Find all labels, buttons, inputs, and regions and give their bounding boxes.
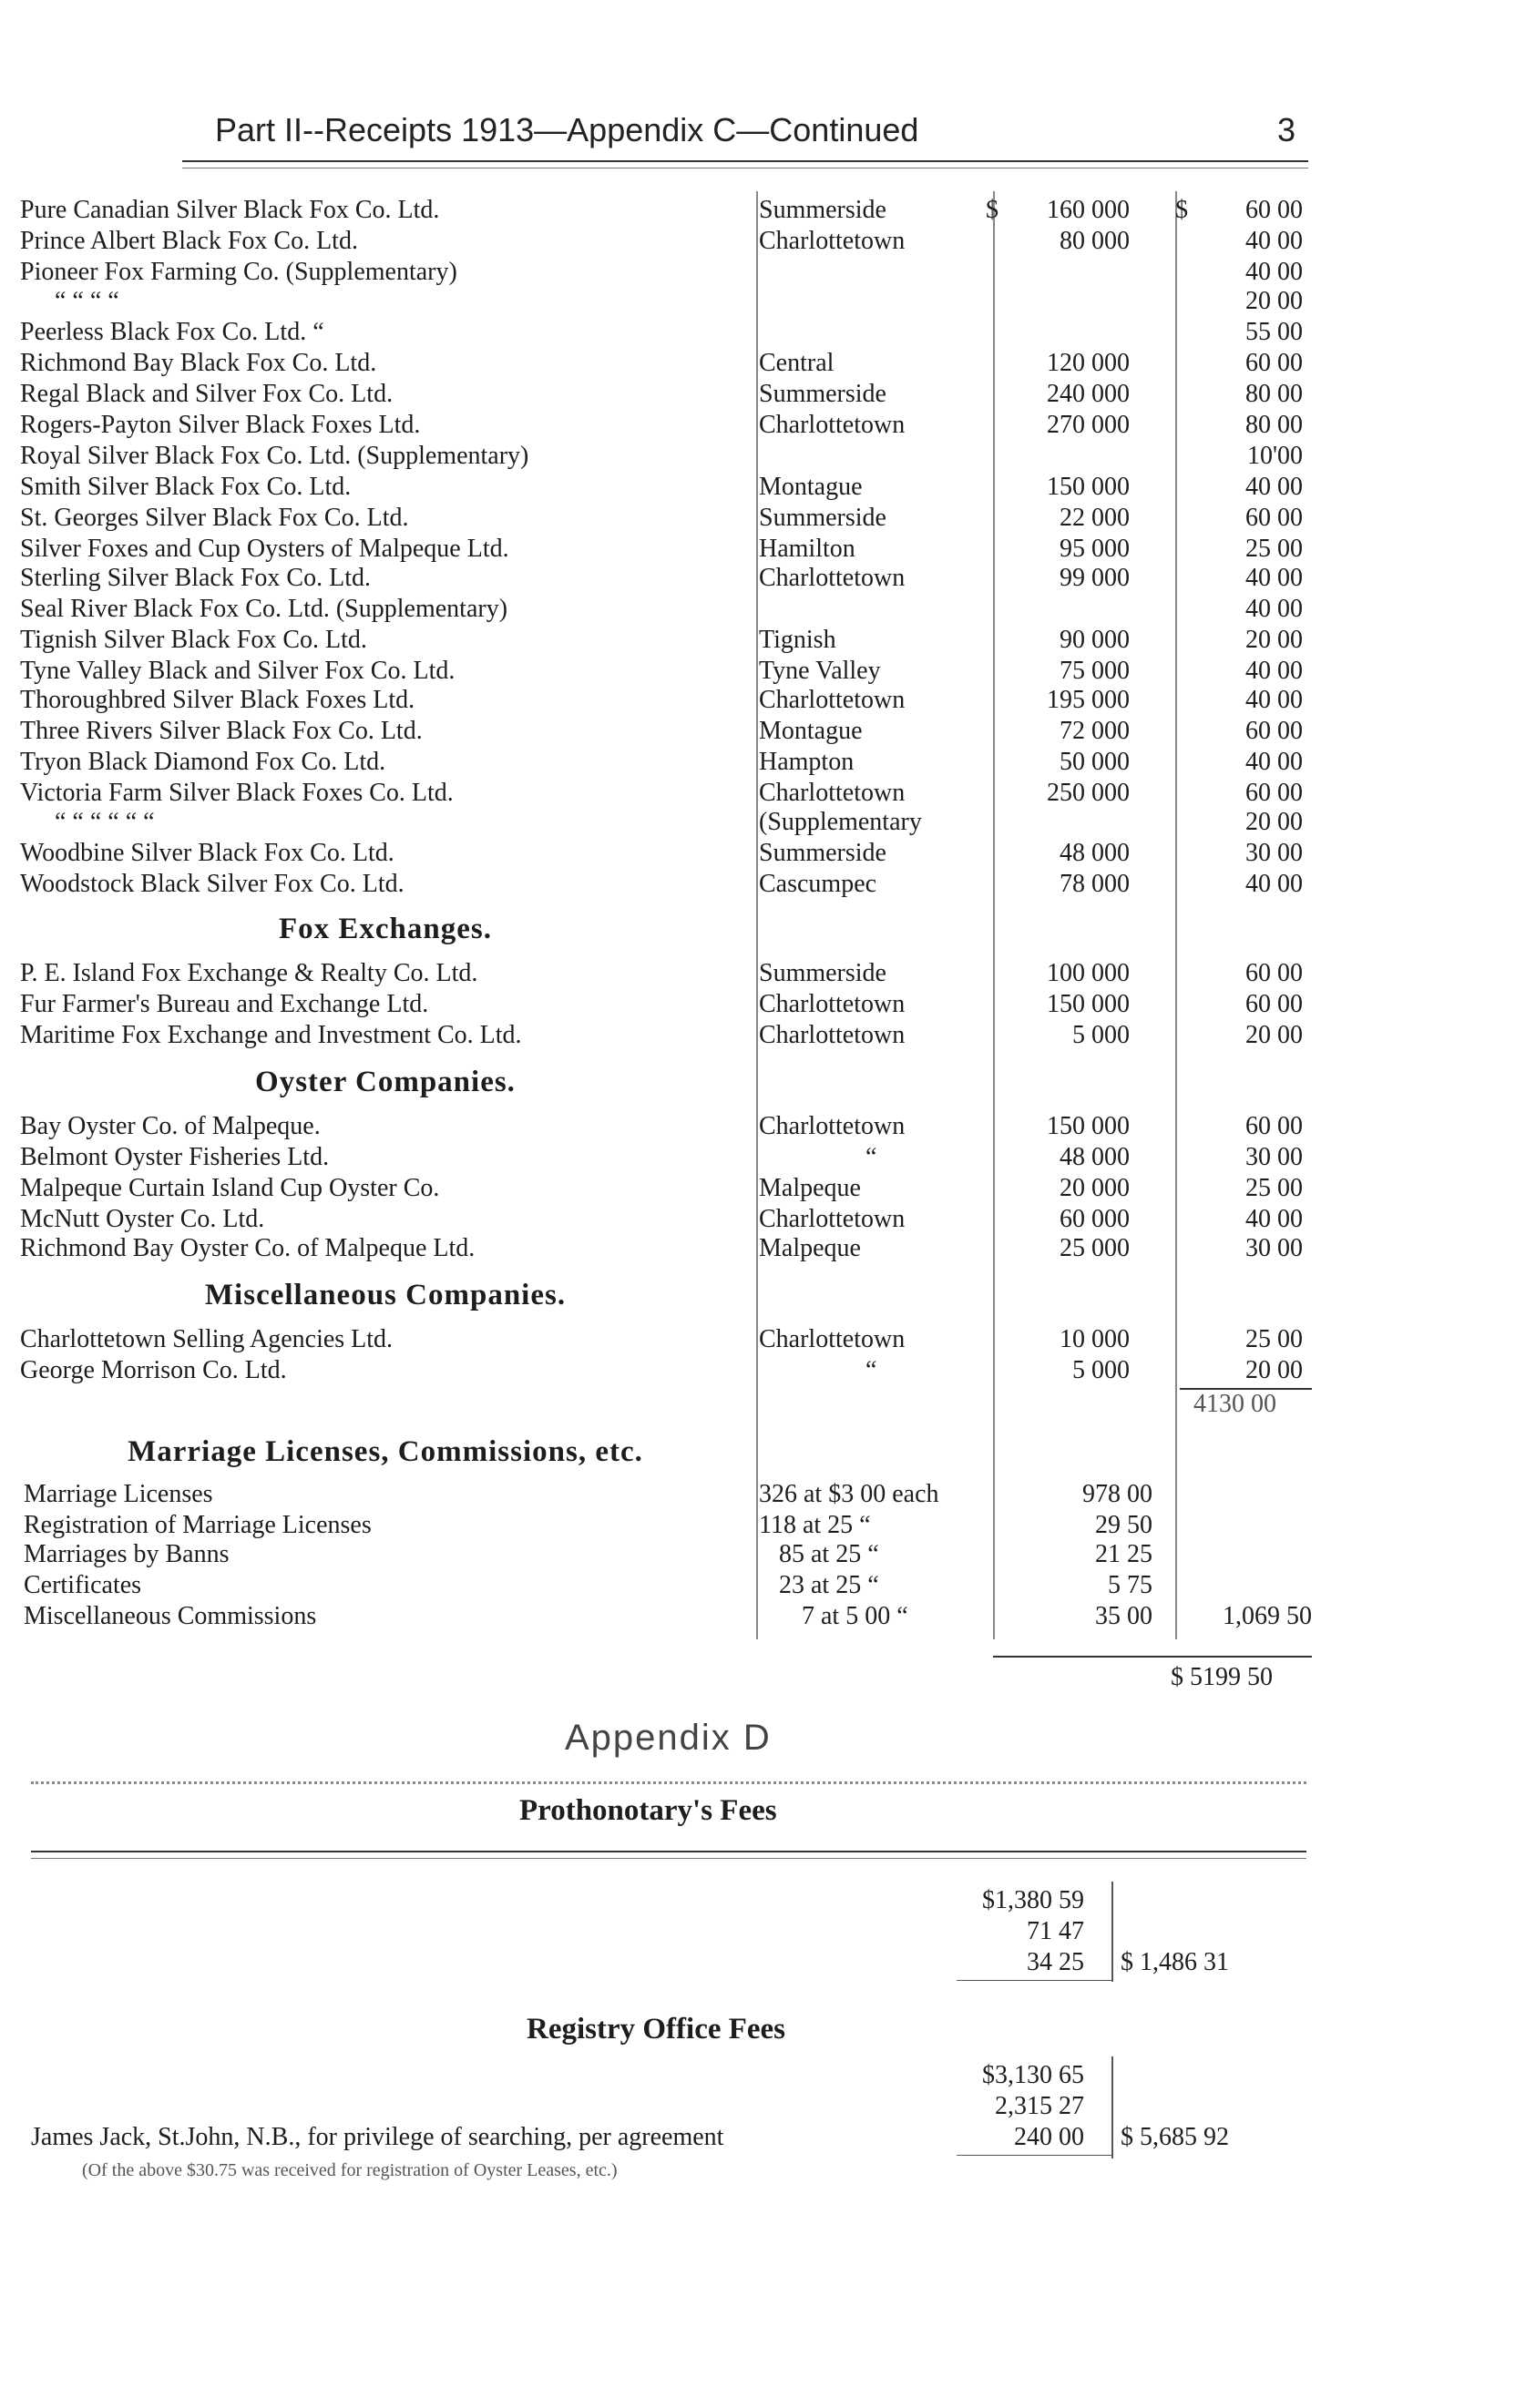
marriage-row: Miscellaneous Commissions 7 at 5 00 “ 35 00 1,069 50 — [24, 1602, 1312, 1630]
marriage-row: Registration of Marriage Licenses 118 at 25 “ 29 50 — [24, 1511, 1152, 1539]
registry-row: $3,130 65 — [982, 2061, 1084, 2089]
company-row: Royal Silver Black Fox Co. Ltd. (Supplementary) 10'00 — [20, 442, 1303, 470]
registry-row: James Jack, St.John, N.B., for privilege of searching, per agreement 240 00 $ 5,685 92 — [31, 2123, 1229, 2151]
prothonotary-total-rule — [1111, 1882, 1113, 1982]
marriage-row: Marriage Licenses 326 at $3 00 each 978 00 — [24, 1480, 1152, 1508]
prothonotary-rule-thin — [31, 1858, 1306, 1859]
dotted-divider — [31, 1781, 1306, 1784]
company-row: Pure Canadian Silver Black Fox Co. Ltd. Summerside $ 160 000 $ 60 00 — [20, 196, 1303, 224]
company-row: Tignish Silver Black Fox Co. Ltd. Tignish 90 000 20 00 — [20, 626, 1303, 654]
company-row: Rogers-Payton Silver Black Foxes Ltd. Charlottetown 270 000 80 00 — [20, 411, 1303, 439]
company-row: Prince Albert Black Fox Co. Ltd. Charlottetown 80 000 40 00 — [20, 227, 1303, 255]
company-row: Woodstock Black Silver Fox Co. Ltd. Cascumpec 78 000 40 00 — [20, 870, 1303, 898]
company-row: Smith Silver Black Fox Co. Ltd. Montague 150 000 40 00 — [20, 473, 1303, 501]
company-row: St. Georges Silver Black Fox Co. Ltd. Summerside 22 000 60 00 — [20, 504, 1303, 532]
prothonotary-rule — [31, 1851, 1306, 1852]
registry-heading: Registry Office Fees — [527, 2013, 786, 2046]
oyster-company-row: McNutt Oyster Co. Ltd. Charlottetown 60 000 40 00 — [20, 1205, 1303, 1233]
company-row: Sterling Silver Black Fox Co. Ltd. Charlottetown 99 000 40 00 — [20, 564, 1303, 592]
company-row: Three Rivers Silver Black Fox Co. Ltd. Montague 72 000 60 00 — [20, 717, 1303, 745]
registry-sum-rule — [957, 2155, 1111, 2156]
appendix-d-title: Appendix D — [565, 1718, 772, 1758]
company-row: Seal River Black Fox Co. Ltd. (Supplementary) 40 00 — [20, 595, 1303, 623]
fox-exchange-row: Fur Farmer's Bureau and Exchange Ltd. Charlottetown 150 000 60 00 — [20, 990, 1303, 1018]
oyster-companies-heading: Oyster Companies. — [255, 1066, 516, 1098]
misc-company-row: Charlottetown Selling Agencies Ltd. Charlottetown 10 000 25 00 — [20, 1325, 1303, 1353]
fox-exchange-row: Maritime Fox Exchange and Investment Co. Ltd. Charlottetown 5 000 20 00 — [20, 1021, 1303, 1049]
company-row: Pioneer Fox Farming Co. (Supplementary) 40 00 — [20, 258, 1303, 286]
prothonotary-row: 71 47 — [1027, 1917, 1084, 1945]
company-row: Tryon Black Diamond Fox Co. Ltd. Hampton 50 000 40 00 — [20, 748, 1303, 776]
registry-total-rule — [1111, 2056, 1113, 2158]
oyster-company-row: Bay Oyster Co. of Malpeque. Charlottetown 150 000 60 00 — [20, 1112, 1303, 1140]
misc-companies-heading: Miscellaneous Companies. — [204, 1279, 567, 1311]
misc-company-row: George Morrison Co. Ltd. “ 5 000 20 00 — [20, 1356, 1303, 1384]
company-row: Peerless Black Fox Co. Ltd. “ 55 00 — [20, 318, 1303, 346]
company-row: Regal Black and Silver Fox Co. Ltd. Summerside 240 000 80 00 — [20, 380, 1303, 408]
fox-exchange-row: P. E. Island Fox Exchange & Realty Co. Ltd. Summerside 100 000 60 00 — [20, 959, 1303, 987]
company-row: Thoroughbred Silver Black Foxes Ltd. Charlottetown 195 000 40 00 — [20, 686, 1303, 714]
prothonotary-row: $1,380 59 — [982, 1886, 1084, 1914]
company-row: Woodbine Silver Black Fox Co. Ltd. Summerside 48 000 30 00 — [20, 839, 1303, 867]
company-row: “ “ “ “ 20 00 — [55, 287, 1303, 315]
company-row: Richmond Bay Black Fox Co. Ltd. Central 120 000 60 00 — [20, 349, 1303, 377]
prothonotary-heading: Prothonotary's Fees — [519, 1794, 777, 1827]
company-row: Tyne Valley Black and Silver Fox Co. Ltd. Tyne Valley 75 000 40 00 — [20, 657, 1303, 685]
oyster-company-row: Malpeque Curtain Island Cup Oyster Co. Malpeque 20 000 25 00 — [20, 1174, 1303, 1202]
grand-total: $ 5199 50 — [1171, 1663, 1273, 1691]
company-row: Silver Foxes and Cup Oysters of Malpeque Ltd. Hamilton 95 000 25 00 — [20, 535, 1303, 563]
misc-subtotal: 4130 00 — [1193, 1390, 1276, 1418]
marriage-heading: Marriage Licenses, Commissions, etc. — [128, 1435, 643, 1468]
registry-row: 2,315 27 — [995, 2092, 1084, 2120]
prothonotary-row: 34 25 $ 1,486 31 — [1027, 1948, 1229, 1976]
oyster-company-row: Richmond Bay Oyster Co. of Malpeque Ltd. Malpeque 25 000 30 00 — [20, 1234, 1303, 1262]
page-header-title: Part II--Receipts 1913—Appendix C—Continued — [215, 111, 919, 148]
company-row: “ “ “ “ “ “ (Supplementary 20 00 — [55, 808, 1303, 836]
fox-exchanges-heading: Fox Exchanges. — [278, 913, 492, 945]
marriage-row: Certificates 23 at 25 “ 5 75 — [24, 1571, 1152, 1599]
registry-note: (Of the above $30.75 was received for registration of Oyster Leases, etc.) — [82, 2160, 618, 2180]
prothonotary-sum-rule — [957, 1980, 1111, 1981]
marriage-row: Marriages by Banns 85 at 25 “ 21 25 — [24, 1540, 1152, 1568]
header-rule — [182, 160, 1308, 162]
grand-total-rule — [993, 1656, 1312, 1658]
oyster-company-row: Belmont Oyster Fisheries Ltd. “ 48 000 30 00 — [20, 1143, 1303, 1171]
company-row: Victoria Farm Silver Black Foxes Co. Ltd. Charlottetown 250 000 60 00 — [20, 779, 1303, 807]
page-number: 3 — [1277, 111, 1296, 148]
